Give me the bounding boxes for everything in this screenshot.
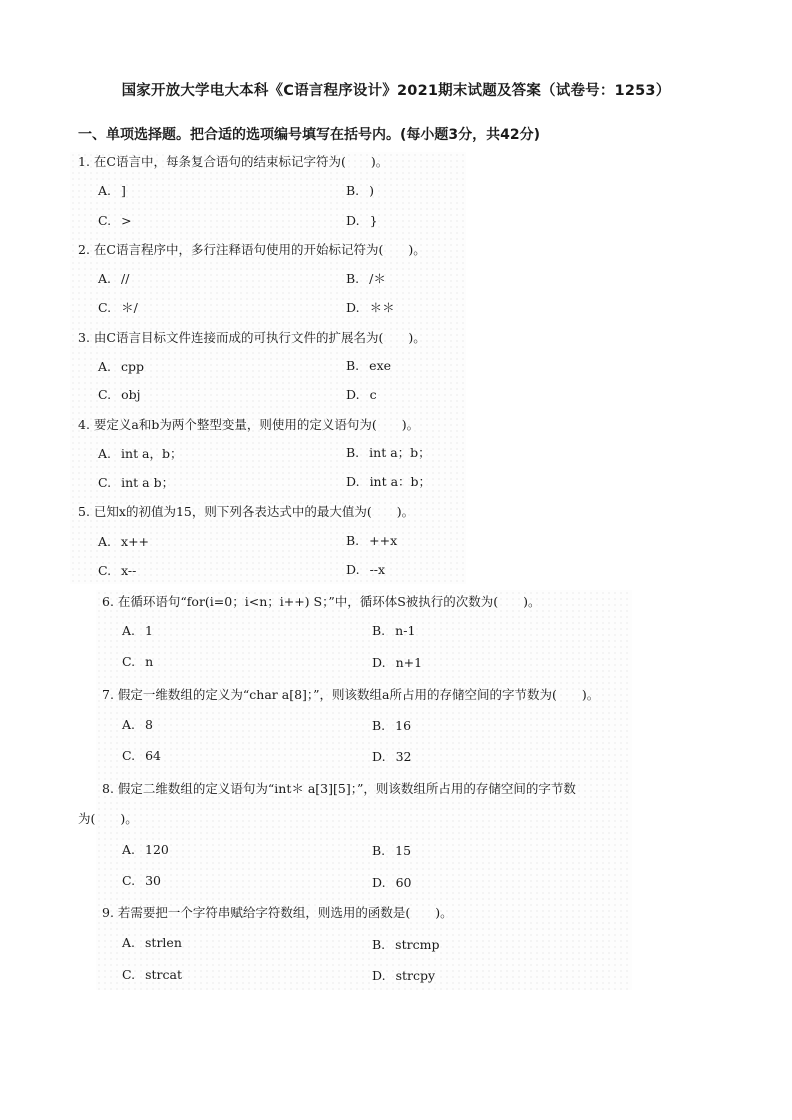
- question-5: 5. 已知x的初值为15，则下列各表达式中的最大值为( )。: [78, 504, 415, 519]
- option-2d: D. ＊＊: [346, 300, 395, 315]
- option-6b: B. n-1: [372, 623, 416, 638]
- question-1: 1. 在C语言中，每条复合语句的结束标记字符为( )。: [78, 154, 389, 169]
- option-3b: B. exe: [346, 358, 392, 373]
- option-7b: B. 16: [372, 718, 412, 733]
- question-7: 7. 假定一维数组的定义为“char a[8]；”，则该数组a所占用的存储空间的字节数为( )。: [102, 687, 600, 702]
- question-2: 2. 在C语言程序中，多行注释语句使用的开始标记符为( )。: [78, 242, 426, 257]
- option-2a: A. //: [98, 271, 130, 286]
- option-8c: C. 30: [122, 873, 161, 888]
- option-3a: A. cpp: [98, 359, 145, 374]
- option-4a: A. int a，b；: [98, 446, 183, 461]
- option-5d: D. --x: [346, 562, 386, 577]
- option-1d: D. }: [346, 213, 378, 228]
- option-6c: C. n: [122, 654, 154, 669]
- question-8-continuation: 为( )。: [78, 811, 138, 826]
- option-3c: C. obj: [98, 387, 141, 402]
- question-9: 9. 若需要把一个字符串赋给字符数组，则选用的函数是( )。: [102, 905, 453, 920]
- option-1c: C. >: [98, 213, 132, 228]
- option-8d: D. 60: [372, 875, 412, 890]
- question-8: 8. 假定二维数组的定义语句为“int＊ a[3][5]；”，则该数组所占用的存储空间的字节数: [102, 781, 576, 796]
- option-9d: D. strcpy: [372, 968, 436, 983]
- option-4b: B. int a；b；: [346, 445, 431, 460]
- option-7c: C. 64: [122, 748, 161, 763]
- option-5c: C. x--: [98, 563, 137, 578]
- option-4d: D. int a：b；: [346, 474, 432, 489]
- question-3: 3. 由C语言目标文件连接而成的可执行文件的扩展名为( )。: [78, 330, 426, 345]
- option-3d: D. c: [346, 387, 377, 402]
- option-2b: B. /＊: [346, 271, 386, 286]
- option-9a: A. strlen: [122, 935, 182, 950]
- option-6d: D. n+1: [372, 655, 423, 670]
- option-4c: C. int a b；: [98, 475, 175, 490]
- question-4: 4. 要定义a和b为两个整型变量，则使用的定义语句为( )。: [78, 417, 420, 432]
- option-8b: B. 15: [372, 843, 412, 858]
- section-heading: 一、单项选择题。把合适的选项编号填写在括号内。(每小题3分，共42分): [78, 127, 541, 143]
- option-5b: B. ++x: [346, 533, 398, 548]
- option-9c: C. strcat: [122, 967, 182, 982]
- option-5a: A. x++: [98, 534, 150, 549]
- option-8a: A. 120: [122, 842, 169, 857]
- option-1b: B. ): [346, 183, 375, 198]
- question-6: 6. 在循环语句“for(i=0；i<n；i++) S；”中，循环体S被执行的次数为( )。: [102, 594, 541, 609]
- option-2c: C. ＊/: [98, 300, 138, 315]
- option-9b: B. strcmp: [372, 937, 440, 952]
- option-6a: A. 1: [122, 623, 153, 638]
- option-1a: A. ]: [98, 183, 126, 198]
- option-7a: A. 8: [122, 717, 153, 732]
- option-7d: D. 32: [372, 749, 412, 764]
- page-title: 国家开放大学电大本科《C语言程序设计》2021期末试题及答案（试卷号：1253）: [121, 83, 671, 99]
